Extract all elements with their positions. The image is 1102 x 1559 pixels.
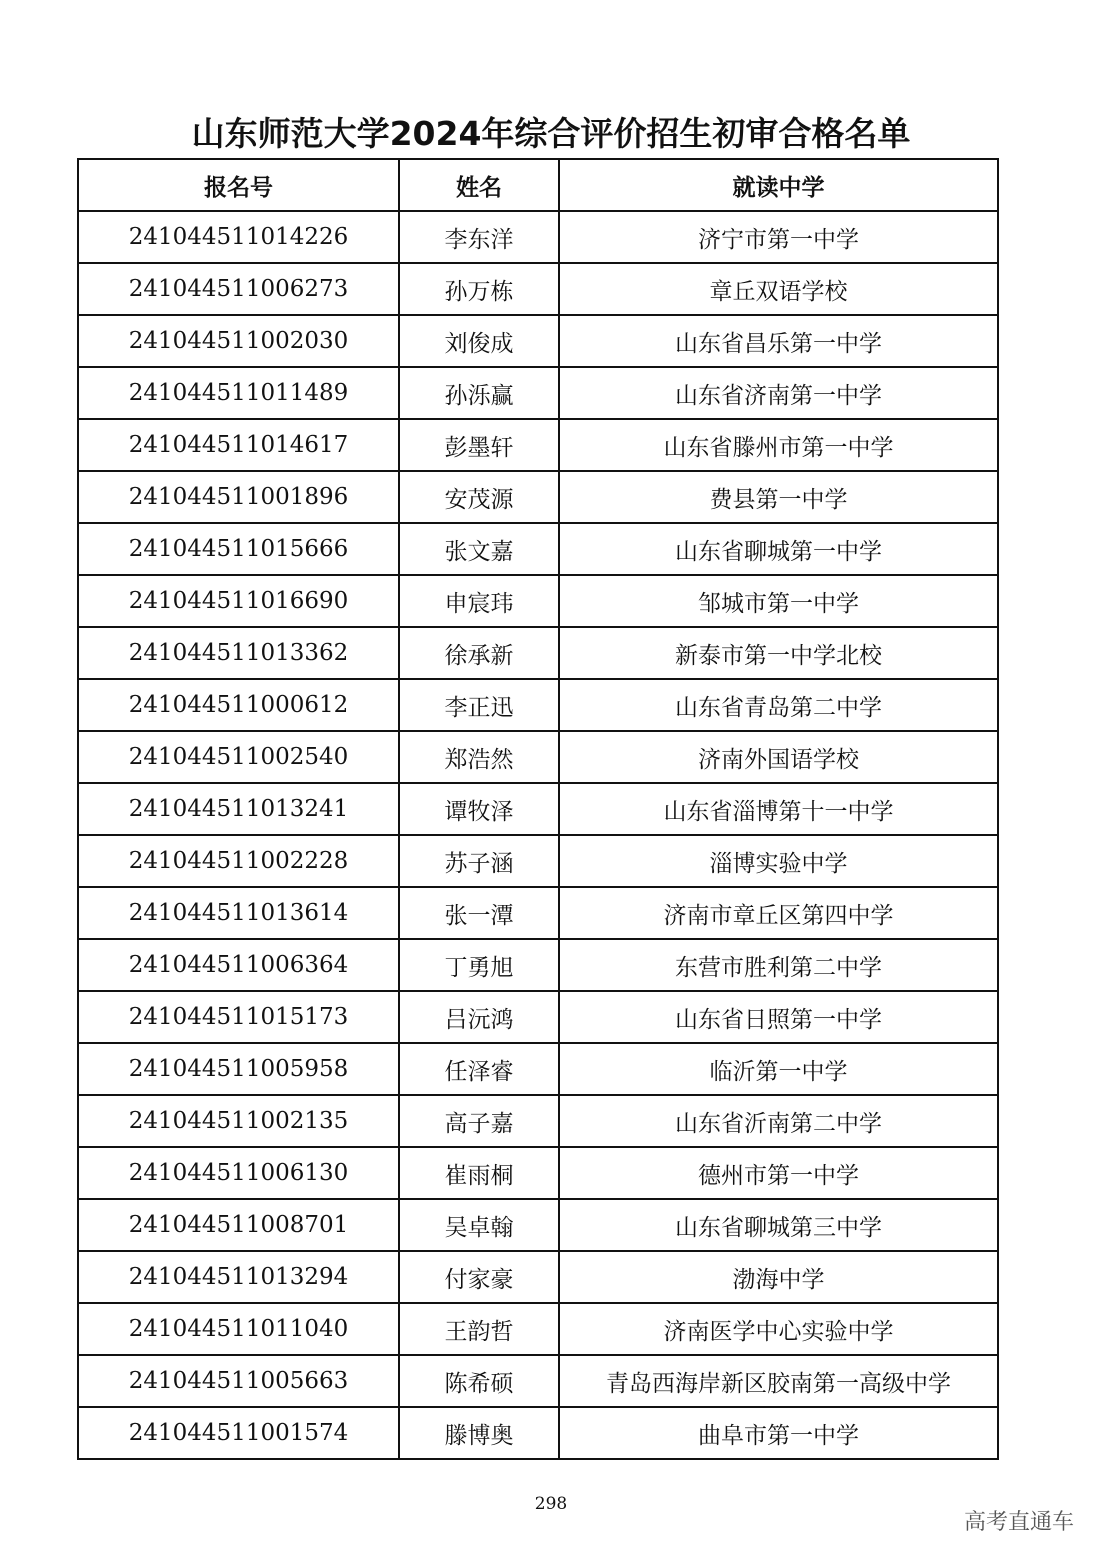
school-cell: 山东省青岛第二中学 — [559, 679, 998, 731]
school-cell: 济南市章丘区第四中学 — [559, 887, 998, 939]
school-cell: 新泰市第一中学北校 — [559, 627, 998, 679]
table-row — [78, 367, 998, 419]
table-row — [78, 419, 998, 471]
student-name-cell: 刘俊成 — [399, 315, 559, 367]
school-cell: 曲阜市第一中学 — [559, 1407, 998, 1459]
table-row — [78, 1043, 998, 1095]
registration-number-cell: 241044511016690 — [78, 575, 399, 627]
table-row — [78, 679, 998, 731]
table-row — [78, 783, 998, 835]
registration-number-cell: 241044511002030 — [78, 315, 399, 367]
school-cell: 费县第一中学 — [559, 471, 998, 523]
registration-number-cell: 241044511006273 — [78, 263, 399, 315]
school-cell: 山东省沂南第二中学 — [559, 1095, 998, 1147]
school-cell: 山东省日照第一中学 — [559, 991, 998, 1043]
header-registration-number: 报名号 — [78, 159, 399, 211]
school-cell: 德州市第一中学 — [559, 1147, 998, 1199]
registration-number-cell: 241044511013241 — [78, 783, 399, 835]
table-row — [78, 1199, 998, 1251]
school-cell: 山东省滕州市第一中学 — [559, 419, 998, 471]
table-row — [78, 835, 998, 887]
registration-number-cell: 241044511008701 — [78, 1199, 399, 1251]
table-row — [78, 991, 998, 1043]
page-number: 298 — [534, 1494, 568, 1514]
registration-number-cell: 241044511001574 — [78, 1407, 399, 1459]
table-body — [78, 211, 998, 1459]
registration-number-cell: 241044511002228 — [78, 835, 399, 887]
table-row — [78, 471, 998, 523]
student-name-cell: 郑浩然 — [399, 731, 559, 783]
school-cell: 济南外国语学校 — [559, 731, 998, 783]
watermark: 高考直通车 — [963, 1510, 1074, 1535]
table-row — [78, 1407, 998, 1459]
header-school: 就读中学 — [559, 159, 998, 211]
student-name-cell: 吕沅鸿 — [399, 991, 559, 1043]
table-row — [78, 627, 998, 679]
student-name-cell: 徐承新 — [399, 627, 559, 679]
school-cell: 东营市胜利第二中学 — [559, 939, 998, 991]
school-cell: 临沂第一中学 — [559, 1043, 998, 1095]
student-name-cell: 陈希硕 — [399, 1355, 559, 1407]
school-cell: 山东省昌乐第一中学 — [559, 315, 998, 367]
registration-number-cell: 241044511001896 — [78, 471, 399, 523]
admission-roster-table — [77, 158, 999, 1460]
table-row — [78, 1355, 998, 1407]
table-row — [78, 887, 998, 939]
student-name-cell: 安茂源 — [399, 471, 559, 523]
student-name-cell: 彭墨轩 — [399, 419, 559, 471]
table-header-row — [78, 159, 998, 211]
document-title: 山东师范大学2024年综合评价招生初审合格名单 — [191, 114, 911, 153]
registration-number-cell: 241044511000612 — [78, 679, 399, 731]
school-cell: 山东省聊城第三中学 — [559, 1199, 998, 1251]
school-cell: 山东省淄博第十一中学 — [559, 783, 998, 835]
student-name-cell: 高子嘉 — [399, 1095, 559, 1147]
registration-number-cell: 241044511005958 — [78, 1043, 399, 1095]
student-name-cell: 吴卓翰 — [399, 1199, 559, 1251]
student-name-cell: 李东洋 — [399, 211, 559, 263]
table-row — [78, 1147, 998, 1199]
registration-number-cell: 241044511013362 — [78, 627, 399, 679]
header-name: 姓名 — [399, 159, 559, 211]
registration-number-cell: 241044511011489 — [78, 367, 399, 419]
student-name-cell: 李正迅 — [399, 679, 559, 731]
table-row — [78, 575, 998, 627]
school-cell: 济宁市第一中学 — [559, 211, 998, 263]
table-row — [78, 315, 998, 367]
student-name-cell: 张一潭 — [399, 887, 559, 939]
table-row — [78, 1095, 998, 1147]
student-name-cell: 王韵哲 — [399, 1303, 559, 1355]
student-name-cell: 滕博奥 — [399, 1407, 559, 1459]
table-row — [78, 731, 998, 783]
table-row — [78, 523, 998, 575]
registration-number-cell: 241044511005663 — [78, 1355, 399, 1407]
student-name-cell: 张文嘉 — [399, 523, 559, 575]
registration-number-cell: 241044511014226 — [78, 211, 399, 263]
school-cell: 山东省济南第一中学 — [559, 367, 998, 419]
registration-number-cell: 241044511013294 — [78, 1251, 399, 1303]
student-name-cell: 丁勇旭 — [399, 939, 559, 991]
registration-number-cell: 241044511002135 — [78, 1095, 399, 1147]
student-name-cell: 任泽睿 — [399, 1043, 559, 1095]
registration-number-cell: 241044511002540 — [78, 731, 399, 783]
table-row — [78, 1303, 998, 1355]
student-name-cell: 孙泺赢 — [399, 367, 559, 419]
registration-number-cell: 241044511011040 — [78, 1303, 399, 1355]
student-name-cell: 付家豪 — [399, 1251, 559, 1303]
student-name-cell: 苏子涵 — [399, 835, 559, 887]
school-cell: 济南医学中心实验中学 — [559, 1303, 998, 1355]
school-cell: 邹城市第一中学 — [559, 575, 998, 627]
school-cell: 淄博实验中学 — [559, 835, 998, 887]
table-row — [78, 939, 998, 991]
table-row — [78, 1251, 998, 1303]
registration-number-cell: 241044511006364 — [78, 939, 399, 991]
registration-number-cell: 241044511013614 — [78, 887, 399, 939]
registration-number-cell: 241044511014617 — [78, 419, 399, 471]
school-cell: 山东省聊城第一中学 — [559, 523, 998, 575]
student-name-cell: 申宸玮 — [399, 575, 559, 627]
school-cell: 章丘双语学校 — [559, 263, 998, 315]
table-row — [78, 263, 998, 315]
student-name-cell: 谭牧泽 — [399, 783, 559, 835]
registration-number-cell: 241044511015173 — [78, 991, 399, 1043]
registration-number-cell: 241044511006130 — [78, 1147, 399, 1199]
student-name-cell: 孙万栋 — [399, 263, 559, 315]
table-row — [78, 211, 998, 263]
student-name-cell: 崔雨桐 — [399, 1147, 559, 1199]
school-cell: 青岛西海岸新区胶南第一高级中学 — [559, 1355, 998, 1407]
school-cell: 渤海中学 — [559, 1251, 998, 1303]
registration-number-cell: 241044511015666 — [78, 523, 399, 575]
